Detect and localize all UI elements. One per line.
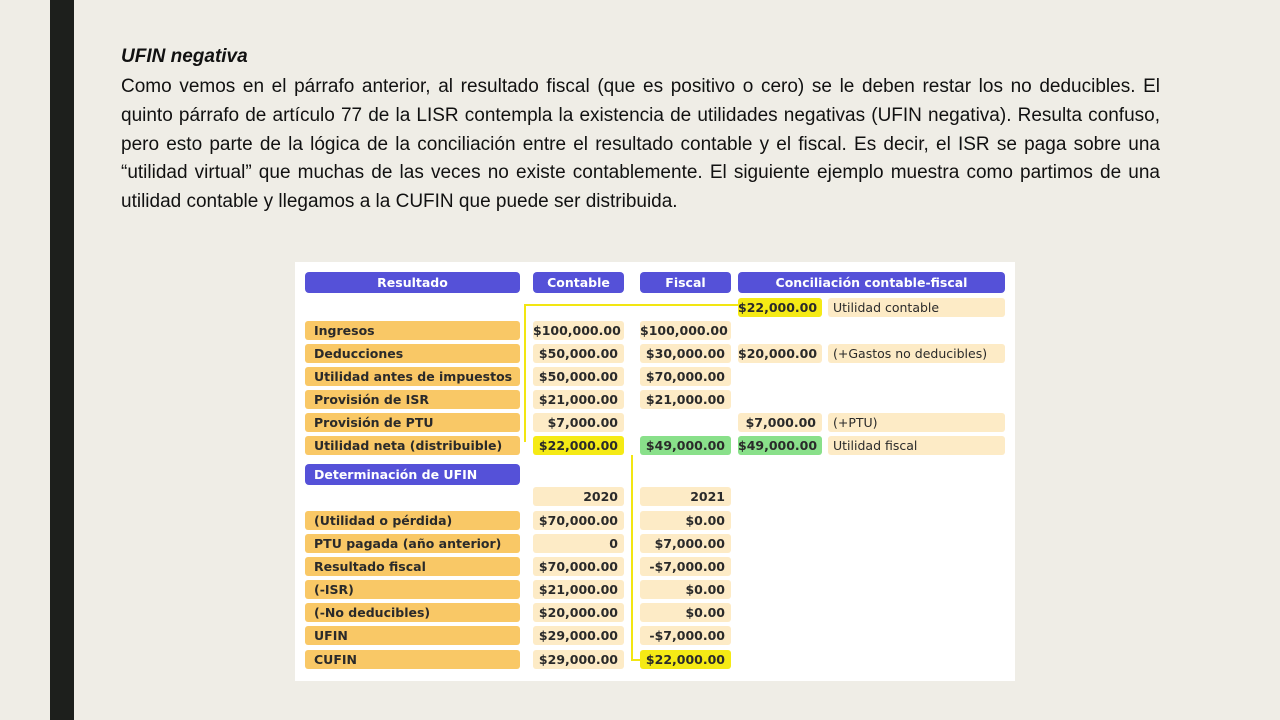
row-contable-provision-isr: $21,000.00: [533, 390, 624, 409]
row-fiscal-ingresos: $100,000.00: [640, 321, 731, 340]
ufin-label-resultado-fiscal: Resultado fiscal: [305, 557, 520, 576]
row-contable-deducciones: $50,000.00: [533, 344, 624, 363]
connector-line-top-horizontal: [524, 304, 739, 306]
ufin-2021-no-deducibles: $0.00: [640, 603, 731, 622]
row-label-provision-isr: Provisión de ISR: [305, 390, 520, 409]
connector-line-left-vertical: [524, 304, 526, 442]
ufin-2020-ufin: $29,000.00: [533, 626, 624, 645]
conciliacion-label-deducciones: (+Gastos no deducibles): [828, 344, 1005, 363]
row-fiscal-deducciones: $30,000.00: [640, 344, 731, 363]
header-contable: Contable: [533, 272, 624, 293]
ufin-2020-resultado-fiscal: $70,000.00: [533, 557, 624, 576]
ufin-2020-utilidad-perdida: $70,000.00: [533, 511, 624, 530]
ufin-label-no-deducibles: (-No deducibles): [305, 603, 520, 622]
left-accent-bar: [50, 0, 74, 720]
conciliacion-value-deducciones: $20,000.00: [738, 344, 822, 363]
ufin-2021-resultado-fiscal: -$7,000.00: [640, 557, 731, 576]
connector-line-bottom-vertical: [631, 455, 633, 661]
header-resultado: Resultado: [305, 272, 520, 293]
ufin-2021-isr: $0.00: [640, 580, 731, 599]
ufin-label-utilidad-perdida: (Utilidad o pérdida): [305, 511, 520, 530]
ufin-2021-ptu-pagada: $7,000.00: [640, 534, 731, 553]
ufin-2020-ptu-pagada: 0: [533, 534, 624, 553]
conciliacion-label-ptu: (+PTU): [828, 413, 1005, 432]
row-fiscal-utilidad-antes: $70,000.00: [640, 367, 731, 386]
conciliacion-top-label: Utilidad contable: [828, 298, 1005, 317]
row-fiscal-provision-isr: $21,000.00: [640, 390, 731, 409]
row-label-utilidad-antes: Utilidad antes de impuestos: [305, 367, 520, 386]
ufin-2020-no-deducibles: $20,000.00: [533, 603, 624, 622]
body-paragraph: Como vemos en el párrafo anterior, al resultado fiscal (que es positivo o cero) se le deben restar los no deducibles. El quinto párrafo de artículo 77 de la LISR contempla la existencia de utilidades negativas (UFIN negativa). Resulta confuso, pero esto parte de la lógica de la conciliación entre el resultado contable y el fiscal. Es decir, el ISR se paga sobre una “utilidad virtual” que muchas de las veces no existe contablemente. El siguiente ejemplo muestra como partimos de una utilidad contable y llegamos a la CUFIN que puede ser distribuida.: [121, 76, 1160, 213]
conciliacion-label-utilidad-fiscal: Utilidad fiscal: [828, 436, 1005, 455]
conciliation-table-figure: [295, 262, 1015, 681]
header-fiscal: Fiscal: [640, 272, 731, 293]
row-fiscal-utilidad-neta: $49,000.00: [640, 436, 731, 455]
row-label-utilidad-neta: Utilidad neta (distribuible): [305, 436, 520, 455]
row-contable-provision-ptu: $7,000.00: [533, 413, 624, 432]
header-conciliacion: Conciliación contable-fiscal: [738, 272, 1005, 293]
ufin-label-isr: (-ISR): [305, 580, 520, 599]
ufin-label-ptu-pagada: PTU pagada (año anterior): [305, 534, 520, 553]
ufin-2021-utilidad-perdida: $0.00: [640, 511, 731, 530]
year-2021: 2021: [640, 487, 731, 506]
row-contable-utilidad-neta: $22,000.00: [533, 436, 624, 455]
conciliacion-value-utilidad-fiscal: $49,000.00: [738, 436, 822, 455]
conciliacion-top-value: $22,000.00: [738, 298, 822, 317]
ufin-2021-cufin: $22,000.00: [640, 650, 731, 669]
row-label-provision-ptu: Provisión de PTU: [305, 413, 520, 432]
ufin-2020-cufin: $29,000.00: [533, 650, 624, 669]
section-heading: UFIN negativa: [121, 46, 248, 67]
year-2020: 2020: [533, 487, 624, 506]
ufin-label-cufin: CUFIN: [305, 650, 520, 669]
row-contable-utilidad-antes: $50,000.00: [533, 367, 624, 386]
ufin-label-ufin: UFIN: [305, 626, 520, 645]
ufin-2021-ufin: -$7,000.00: [640, 626, 731, 645]
row-label-ingresos: Ingresos: [305, 321, 520, 340]
row-contable-ingresos: $100,000.00: [533, 321, 624, 340]
header-determinacion-ufin: Determinación de UFIN: [305, 464, 520, 485]
row-label-deducciones: Deducciones: [305, 344, 520, 363]
conciliacion-value-ptu: $7,000.00: [738, 413, 822, 432]
ufin-2020-isr: $21,000.00: [533, 580, 624, 599]
